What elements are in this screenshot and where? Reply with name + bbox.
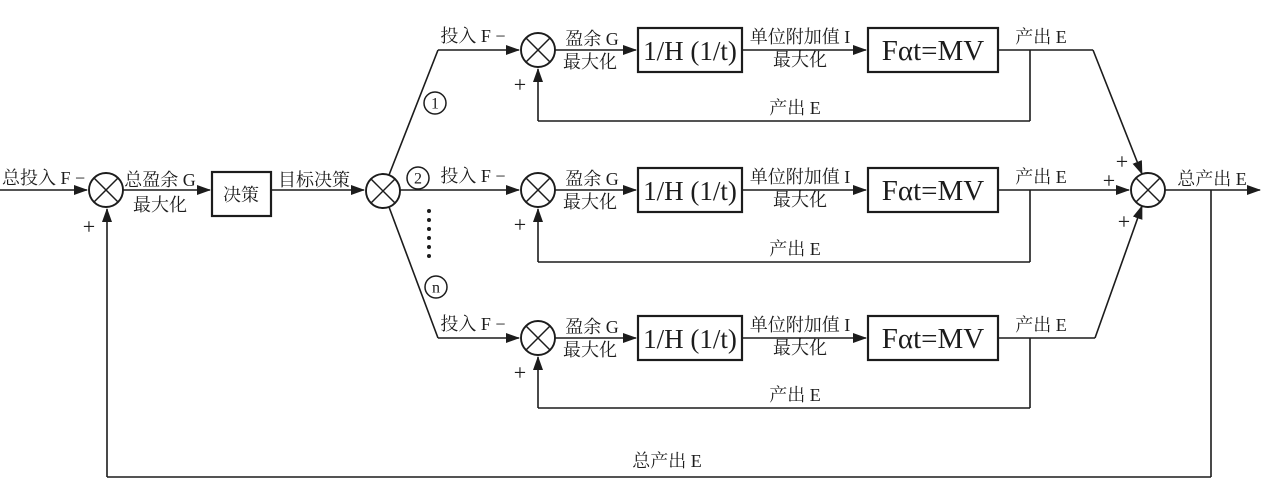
branch-2-marker: 2	[414, 170, 422, 188]
final-sum-plus-bottom: +	[1117, 209, 1131, 234]
branch-surplus-line2: 最大化	[563, 52, 617, 72]
final-sum-plus-left: +	[1102, 168, 1116, 193]
branch-feedback-label: 产出 E	[769, 98, 821, 118]
branch-1	[438, 25, 1093, 121]
branch-n-diagonal	[389, 207, 438, 338]
decision-box-label: 决策	[223, 185, 259, 205]
branch-feedback-plus: +	[513, 212, 527, 237]
branch-feedback-plus: +	[513, 72, 527, 97]
branch-input-label: 投入 F −	[440, 314, 506, 334]
total-surplus-label-line1: 总盈余 G	[124, 170, 196, 190]
transfer-box-label: 1/H (1/t)	[643, 176, 737, 206]
branch-feedback-plus: +	[513, 360, 527, 385]
global-feedback-label: 总产出 E	[632, 451, 702, 471]
left-section	[0, 167, 364, 239]
main-input-label: 总投入 F −	[2, 168, 86, 188]
branch-output-label: 产出 E	[1015, 167, 1067, 187]
sum1-plus-sign: +	[82, 214, 96, 239]
production-box-label: Fαt=MV	[881, 35, 985, 67]
total-output-label: 总产出 E	[1177, 169, 1247, 189]
branch-input-label: 投入 F −	[440, 26, 506, 46]
unit-value-line2: 最大化	[773, 190, 827, 210]
unit-value-line2: 最大化	[773, 50, 827, 70]
transfer-box-label: 1/H (1/t)	[643, 324, 737, 354]
final-sum-plus-top: +	[1115, 149, 1129, 174]
unit-value-line2: 最大化	[773, 338, 827, 358]
production-box-label: Fαt=MV	[881, 323, 985, 355]
unit-value-line1: 单位附加值 I	[749, 167, 851, 187]
branch-surplus-line1: 盈余 G	[565, 29, 619, 49]
transfer-box-label: 1/H (1/t)	[643, 36, 737, 66]
branch-surplus-line1: 盈余 G	[565, 169, 619, 189]
branch-n-marker: n	[432, 279, 440, 297]
branch-surplus-line1: 盈余 G	[565, 317, 619, 337]
splitter-section	[366, 50, 447, 338]
branch-surplus-line2: 最大化	[563, 340, 617, 360]
unit-value-line1: 单位附加值 I	[749, 27, 851, 47]
branch-output-label: 产出 E	[1015, 315, 1067, 335]
unit-value-line1: 单位附加值 I	[749, 315, 851, 335]
target-decision-label: 目标决策	[278, 170, 350, 190]
branch-feedback-label: 产出 E	[769, 239, 821, 259]
branch-surplus-line2: 最大化	[563, 192, 617, 212]
output-section	[1093, 50, 1260, 338]
branch-output-label: 产出 E	[1015, 27, 1067, 47]
ellipsis-dots	[427, 209, 431, 258]
branch-input-label: 投入 F −	[440, 166, 506, 186]
production-box-label: Fαt=MV	[881, 175, 985, 207]
branch-n	[438, 313, 1095, 408]
branch-feedback-label: 产出 E	[769, 385, 821, 405]
branch-1-marker: 1	[431, 95, 439, 113]
total-surplus-label-line2: 最大化	[133, 195, 187, 215]
branch-2	[438, 165, 1093, 262]
